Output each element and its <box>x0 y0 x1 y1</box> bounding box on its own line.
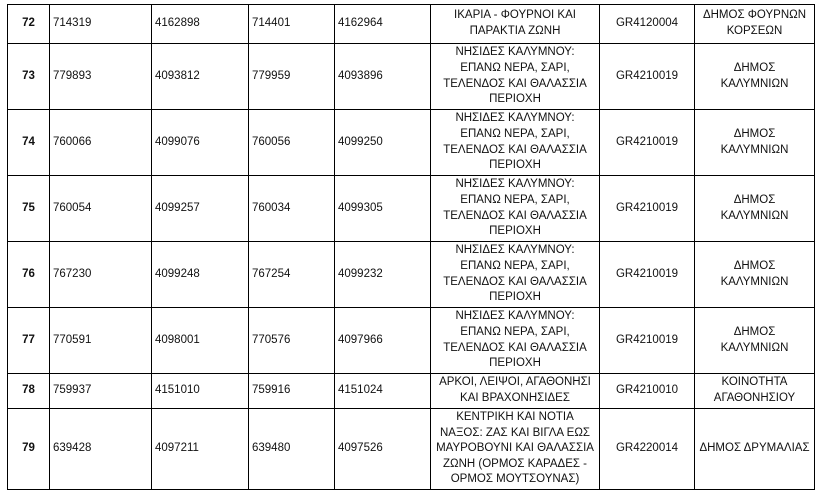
municipality-line: ΔΗΜΟΣ ΦΟΥΡΝΩΝ <box>702 9 807 22</box>
site-code-cell: GR4210019 <box>600 242 695 308</box>
y-start-cell: 4098001 <box>152 308 249 374</box>
y-start-cell: 4151010 <box>152 374 249 409</box>
area-name-line: ΚΑΙ ΒΡΑΧΟΝΗΣΙΔΕΣ <box>460 392 570 404</box>
area-name-line: ΖΩΝΗ (ΟΡΜΟΣ ΚΑΡΑΔΕΣ - <box>442 457 587 470</box>
municipality-line: ΚΑΛΥΜΝΙΩΝ <box>720 77 789 90</box>
x-end-cell: 760034 <box>249 176 335 242</box>
x-end-cell: 639480 <box>249 409 335 490</box>
area-name-line: ΙΚΑΡΙΑ - ΦΟΥΡΝΟΙ ΚΑΙ <box>454 9 576 22</box>
area-name-line: ΠΕΡΙΟΧΗ <box>489 225 541 238</box>
row-number-cell: 75 <box>8 176 50 242</box>
y-end-cell: 4097966 <box>335 308 431 374</box>
area-name-line: ΕΠΑΝΩ ΝΕΡΑ, ΣΑΡΙ, <box>460 325 570 338</box>
x-end-cell: 779959 <box>249 44 335 110</box>
area-name-line: ΝΑΞΟΣ: ΖΑΣ ΚΑΙ ΒΙΓΛΑ ΕΩΣ <box>439 426 591 439</box>
municipality-line: ΔΗΜΟΣ <box>733 259 776 272</box>
x-start-cell: 770591 <box>50 308 152 374</box>
y-end-cell: 4093896 <box>335 44 431 110</box>
table-row <box>8 176 815 242</box>
area-name-line: ΠΕΡΙΟΧΗ <box>489 291 541 304</box>
site-code-cell: GR4120004 <box>600 5 695 44</box>
site-code-cell: GR4220014 <box>600 409 695 490</box>
y-start-cell: 4093812 <box>152 44 249 110</box>
area-name-cell <box>431 409 600 490</box>
area-name-line: ΝΗΣΙΔΕΣ ΚΑΛΥΜΝΟΥ: <box>455 310 575 323</box>
y-end-cell: 4099250 <box>335 110 431 176</box>
x-end-cell: 759916 <box>249 374 335 409</box>
municipality-line: ΚΑΛΥΜΝΙΩΝ <box>720 275 789 288</box>
row-number-cell: 79 <box>8 409 50 490</box>
municipality-line: ΔΗΜΟΣ <box>733 127 776 140</box>
municipality-line: ΚΟΙΝΟΤΗΤΑ <box>721 376 788 389</box>
area-name-line: ΜΑΥΡΟΒΟΥΝΙ ΚΑΙ ΘΑΛΑΣΣΙΑ <box>436 442 594 455</box>
area-name-line: ΝΗΣΙΔΕΣ ΚΑΛΥΜΝΟΥ: <box>455 112 575 125</box>
area-name-line: ΕΠΑΝΩ ΝΕΡΑ, ΣΑΡΙ, <box>460 193 570 206</box>
y-start-cell: 4099076 <box>152 110 249 176</box>
site-code-cell: GR4210019 <box>600 44 695 110</box>
municipality-line: ΚΑΛΥΜΝΙΩΝ <box>720 143 789 156</box>
y-start-cell: 4099257 <box>152 176 249 242</box>
site-code-cell: GR4210019 <box>600 176 695 242</box>
area-name-line: ΤΕΛΕΝΔΟΣ ΚΑΙ ΘΑΛΑΣΣΙΑ <box>443 209 587 222</box>
x-start-cell: 759937 <box>50 374 152 409</box>
municipality-line: ΔΗΜΟΣ <box>733 193 776 206</box>
x-end-cell: 770576 <box>249 308 335 374</box>
area-name-line: ΤΕΛΕΝΔΟΣ ΚΑΙ ΘΑΛΑΣΣΙΑ <box>443 275 587 288</box>
x-start-cell: 779893 <box>50 44 152 110</box>
municipality-line: ΑΓΑΘΟΝΗΣΙΟΥ <box>713 392 796 404</box>
x-end-cell: 714401 <box>249 5 335 44</box>
area-name-cell <box>431 44 600 110</box>
table-body <box>8 5 815 490</box>
table-row <box>8 5 815 44</box>
table-row <box>8 409 815 490</box>
row-number-cell: 73 <box>8 44 50 110</box>
municipality-cell <box>695 176 815 242</box>
municipality-line: ΔΗΜΟΣ <box>733 325 776 338</box>
area-name-line: ΠΕΡΙΟΧΗ <box>489 357 541 370</box>
municipality-line: ΔΗΜΟΣ <box>733 61 776 74</box>
area-name-line: ΝΗΣΙΔΕΣ ΚΑΛΥΜΝΟΥ: <box>455 178 575 191</box>
table-row <box>8 242 815 308</box>
y-start-cell: 4097211 <box>152 409 249 490</box>
coordinates-table <box>7 4 815 490</box>
x-start-cell: 639428 <box>50 409 152 490</box>
area-name-cell <box>431 5 600 44</box>
y-end-cell: 4151024 <box>335 374 431 409</box>
municipality-cell <box>695 409 815 490</box>
x-end-cell: 767254 <box>249 242 335 308</box>
site-code-cell: GR4210019 <box>600 308 695 374</box>
area-name-line: ΟΡΜΟΣ ΜΟΥΤΣΟΥΝΑΣ) <box>450 473 580 486</box>
table-row <box>8 308 815 374</box>
y-end-cell: 4097526 <box>335 409 431 490</box>
table-row <box>8 110 815 176</box>
municipality-line: ΚΑΛΥΜΝΙΩΝ <box>720 341 789 354</box>
area-name-line: ΝΗΣΙΔΕΣ ΚΑΛΥΜΝΟΥ: <box>455 46 575 59</box>
area-name-line: ΤΕΛΕΝΔΟΣ ΚΑΙ ΘΑΛΑΣΣΙΑ <box>443 77 587 90</box>
y-end-cell: 4099305 <box>335 176 431 242</box>
table-row <box>8 374 815 409</box>
area-name-line: ΕΠΑΝΩ ΝΕΡΑ, ΣΑΡΙ, <box>460 61 570 74</box>
area-name-line: ΕΠΑΝΩ ΝΕΡΑ, ΣΑΡΙ, <box>460 259 570 272</box>
municipality-line: ΚΟΡΣΕΩΝ <box>726 25 783 37</box>
municipality-line: ΔΗΜΟΣ ΔΡΥΜΑΛΙΑΣ <box>699 442 810 455</box>
table-row <box>8 44 815 110</box>
area-name-cell <box>431 308 600 374</box>
row-number-cell: 77 <box>8 308 50 374</box>
row-number-cell: 72 <box>8 5 50 44</box>
municipality-cell <box>695 374 815 409</box>
area-name-line: ΠΕΡΙΟΧΗ <box>489 159 541 172</box>
area-name-line: ΝΗΣΙΔΕΣ ΚΑΛΥΜΝΟΥ: <box>455 244 575 257</box>
site-code-cell: GR4210019 <box>600 110 695 176</box>
x-start-cell: 767230 <box>50 242 152 308</box>
row-number-cell: 76 <box>8 242 50 308</box>
row-number-cell: 74 <box>8 110 50 176</box>
y-end-cell: 4099232 <box>335 242 431 308</box>
area-name-line: ΠΑΡΑΚΤΙΑ ΖΩΝΗ <box>469 25 561 37</box>
area-name-line: ΑΡΚΟΙ, ΛΕΙΨΟΙ, ΑΓΑΘΟΝΗΣΙ <box>439 376 591 389</box>
x-start-cell: 760054 <box>50 176 152 242</box>
row-number-cell: 78 <box>8 374 50 409</box>
municipality-cell <box>695 44 815 110</box>
municipality-cell <box>695 242 815 308</box>
y-start-cell: 4162898 <box>152 5 249 44</box>
area-name-cell <box>431 110 600 176</box>
area-name-cell <box>431 374 600 409</box>
area-name-line: ΚΕΝΤΡΙΚΗ ΚΑΙ ΝΟΤΙΑ <box>456 411 574 424</box>
x-start-cell: 714319 <box>50 5 152 44</box>
area-name-line: ΤΕΛΕΝΔΟΣ ΚΑΙ ΘΑΛΑΣΣΙΑ <box>443 341 587 354</box>
y-end-cell: 4162964 <box>335 5 431 44</box>
municipality-cell <box>695 110 815 176</box>
site-code-cell: GR4210010 <box>600 374 695 409</box>
y-start-cell: 4099248 <box>152 242 249 308</box>
area-name-line: ΠΕΡΙΟΧΗ <box>489 93 541 106</box>
area-name-line: ΤΕΛΕΝΔΟΣ ΚΑΙ ΘΑΛΑΣΣΙΑ <box>443 143 587 156</box>
municipality-line: ΚΑΛΥΜΝΙΩΝ <box>720 209 789 222</box>
x-end-cell: 760056 <box>249 110 335 176</box>
area-name-cell <box>431 176 600 242</box>
area-name-line: ΕΠΑΝΩ ΝΕΡΑ, ΣΑΡΙ, <box>460 127 570 140</box>
municipality-cell <box>695 308 815 374</box>
municipality-cell <box>695 5 815 44</box>
x-start-cell: 760066 <box>50 110 152 176</box>
area-name-cell <box>431 242 600 308</box>
